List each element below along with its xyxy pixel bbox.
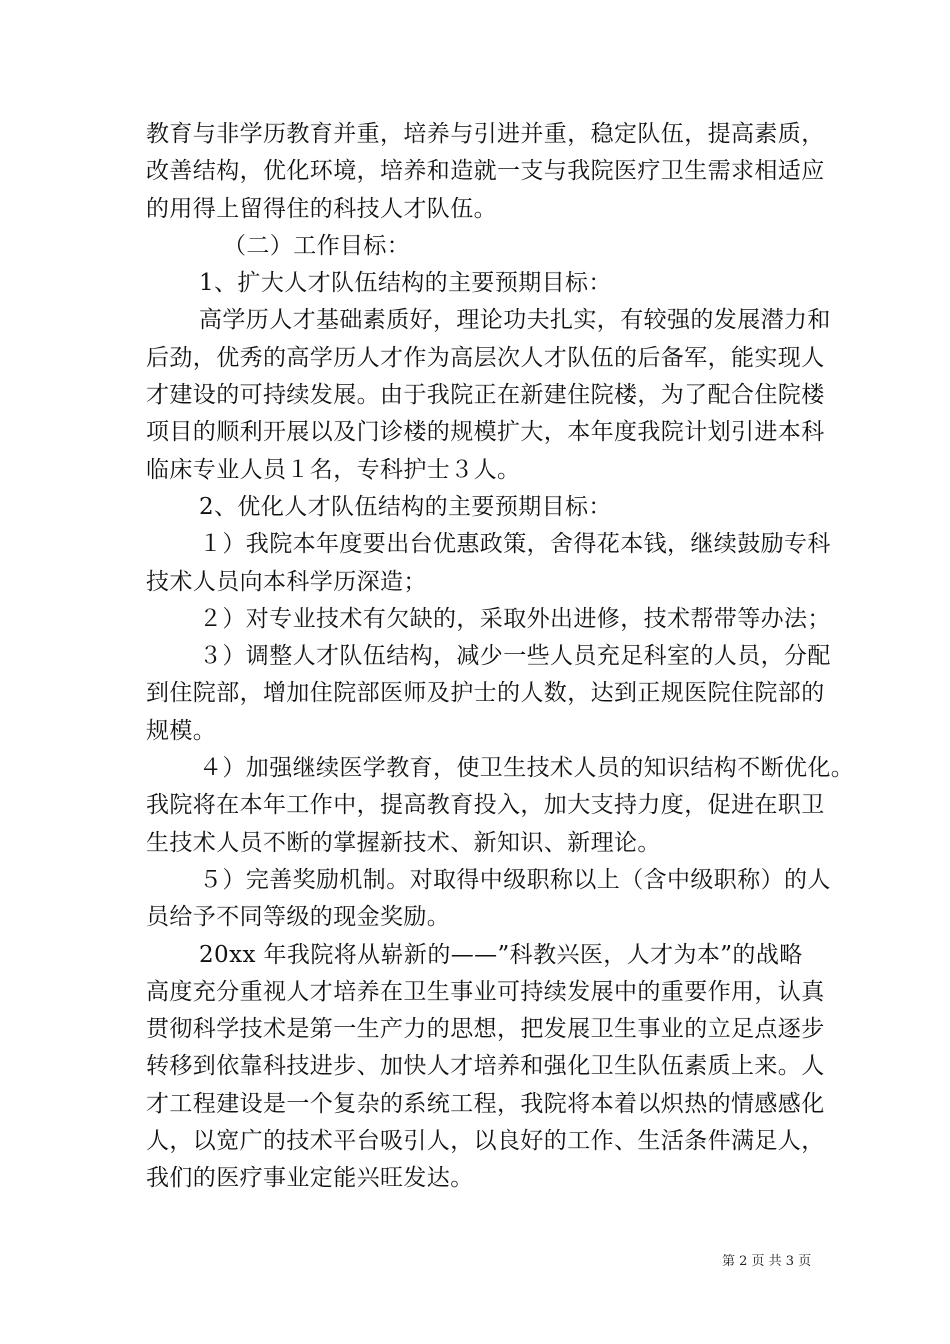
text-line: 的用得上留得住的科技人才队伍。 (146, 195, 497, 222)
document-body (146, 116, 855, 1198)
text-line: 我院将在本年工作中，提高教育投入，加大支持力度，促进在职卫 (146, 792, 825, 819)
list-item-start: ５）完善奖励机制。对取得中级职称以上（含中级职称）的人 (199, 866, 831, 893)
list-item-start: ３）调整人才队伍结构，减少一些人员充足科室的人员，分配 (199, 643, 831, 670)
text-line: 后劲，优秀的高学历人才作为高层次人才队伍的后备军，能实现人 (146, 344, 825, 371)
list-item-start: ２）对专业技术有欠缺的，采取外出进修，技术帮带等办法； (199, 605, 831, 632)
paragraph-start: 20xx 年我院将从崭新的——”科教兴医，人才为本”的战略 (199, 941, 803, 968)
text-line: 规模。 (146, 717, 217, 744)
list-item-start: ４）加强继续医学教育，使卫生技术人员的知识结构不断优化。 (199, 755, 855, 782)
text-line: 技术人员向本科学历深造； (146, 568, 427, 595)
text-line: 转移到依靠科技进步、加快人才培养和强化卫生队伍素质上来。人 (146, 1053, 825, 1080)
text-line: 教育与非学历教育并重，培养与引进并重，稳定队伍，提高素质， (146, 121, 825, 147)
section-heading: （二）工作目标： (223, 232, 411, 259)
subsection-heading: 1、扩大人才队伍结构的主要预期目标： (199, 270, 612, 297)
text-line: 生技术人员不断的掌握新技术、新知识、新理论。 (146, 829, 661, 856)
page-number-footer: 第 2 页 共 3 页 (722, 1254, 812, 1269)
text-line: 高度充分重视人才培养在卫生事业可持续发展中的重要作用，认真 (146, 978, 825, 1005)
list-item-start: １）我院本年度要出台优惠政策，舍得花本钱，继续鼓励专科 (199, 531, 831, 558)
text-line: 我们的医疗事业定能兴旺发达。 (146, 1165, 474, 1192)
text-line: 临床专业人员１名，专科护士３人。 (146, 456, 521, 483)
text-line: 到住院部，增加住院部医师及护士的人数，达到正规医院住院部的 (146, 680, 825, 707)
text-line: 员给予不同等级的现金奖励。 (146, 904, 451, 931)
paragraph-start: 高学历人才基础素质好，理论功夫扎实，有较强的发展潜力和 (199, 307, 831, 334)
subsection-heading: 2、优化人才队伍结构的主要预期目标： (199, 493, 612, 520)
text-line: 才建设的可持续发展。由于我院正在新建住院楼，为了配合住院楼 (146, 382, 825, 409)
text-line: 项目的顺利开展以及门诊楼的规模扩大，本年度我院计划引进本科 (146, 419, 825, 446)
text-line: 才工程建设是一个复杂的系统工程，我院将本着以炽热的情感感化 (146, 1090, 825, 1117)
text-line: 改善结构，优化环境，培养和造就一支与我院医疗卫生需求相适应 (146, 158, 825, 185)
text-line: 贯彻科学技术是第一生产力的思想，把发展卫生事业的立足点逐步 (146, 1016, 825, 1043)
text-line: 人，以宽广的技术平台吸引人，以良好的工作、生活条件满足人， (146, 1128, 825, 1155)
